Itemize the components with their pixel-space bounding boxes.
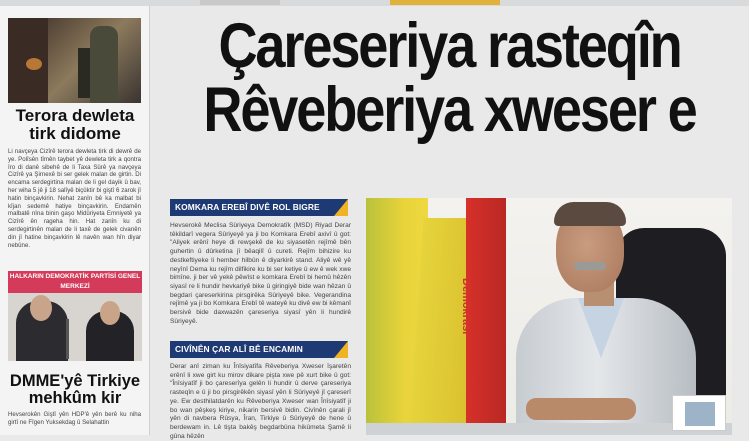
section1-label: KOMKARA EREBÎ DIVÊ ROL BIGRE xyxy=(170,199,348,216)
story2-photo xyxy=(8,271,142,361)
photo-face-right xyxy=(100,301,120,325)
photo-microphone xyxy=(66,319,69,359)
main-photo xyxy=(366,198,732,435)
photo-banner: HALKARIN DEMOKRATİK PARTİSİ GENEL MERKEZİ xyxy=(8,271,142,293)
section2-label: CIVÎNÊN ÇAR ALÎ BÊ ENCAMIN xyxy=(170,341,348,358)
story1-photo xyxy=(8,18,141,103)
main-headline-line1: Çareseriya rasteqîn xyxy=(218,11,681,81)
photo-soldier xyxy=(90,26,118,103)
main-headline-line2: Rêveberiya xweser e xyxy=(203,75,696,145)
top-strip-accent xyxy=(390,0,500,5)
left-column xyxy=(0,6,150,435)
top-strip-segment xyxy=(200,0,280,5)
photo-desk-frame xyxy=(672,395,726,431)
photo-hands xyxy=(526,398,636,420)
photo-face-left xyxy=(30,295,52,321)
story2-body: Hevserokên Giştî yên HDP'ê yên berê ku niha girtî ne Fîgen Yuksekdag û Selahattin xyxy=(8,411,141,426)
main-headline xyxy=(192,11,707,145)
story2-headline: DMME'yê Tirkiye mehkûm kir xyxy=(9,372,141,408)
section2-body: Derar anî ziman ku Înîsiyatîfa Rêveberiya Xweser îşaretên erênî li xwe girt ku mirov dikare pişta xwe pê xurt bike û got: "Înîsiyatîf ji bo çareserîya gelên li hundir û derve çareseriya rasteqîn e û ji bo pirsgirêkên siyasî yên li Sûriyeyê jî çareserî ye. Ew desthilatdarên ku Rêveberiya Xweser wan Înîsiyatîf ji bo wan pêşkeş kiriye, nikarin bersivê bidin. Civînên çarali jî yên di navbera Rûsya, Îran, Tirkiye û Sûriyeyê de hene û berdewam in. Lê tişta bakêş begdarbûna hikûmeta Şamê li gûna hêzên xyxy=(170,363,351,440)
photo-moustache xyxy=(574,262,606,270)
photo-flag-red xyxy=(466,198,506,435)
story1-body: Li navçeya Cizîrê terora dewleta tirk di dewrê de ye. Polîsên tîmên taybet yê dewleta tirk a qontra îro di danê sibehê de li Taxa Sûrê ya navçeya Cizîrê ya Şirnexê bi ser gelek malan de girtin. Di encama serdegirtina malan de li gel dayik û bav, her wiha 5 jê ji 18 salîyê biçûktir bi giştî 6 zarok jî hatin binçavkirin. Nehat zanîn bê ka malbat bi kîjan sedemê hatiye binçavkirin. Endamên malbatê nîna binin gaşo Midûriyeta Emniyetê ya Cizîrê ên rageha hin. Hat zanîn ku di serdegirtinên malan de li taxê de gelek civanên din jî hatine binçavkirin lê navên wan hîn diyar nebûne. xyxy=(8,148,141,249)
photo-hair xyxy=(554,202,626,226)
story1-headline: Terora dewleta tirk didome xyxy=(15,106,135,144)
photo-light xyxy=(26,58,42,70)
section1-body: Hevserokê Meclisa Sûriyeya Demokratîk (MSD) Riyad Derar têkildarî vegera Sûriyeyê ya ji bo Komkara Erebî axivî û got: "Aliyek erênî heye di rewşekê de ku siyasetên rejîmê bên guhertin û dûrketina jî bêaqilî û cureti. Rejîm bihizire ku destkeftiyeke li hember hilbûn ê diyarkirê stand. Aliyê wê yê neyînî Dema ku rejîm dilfikire ku bi ser ketiye û ew ê wek xwe bimîne. ji ber vê yekê pêwîst e komkara Erebî bi hemû hêzên siyasî re li hundir hevkariyê bike û giringiyê bide wan hêzan û begdari çareserkirina pirsgirêka Sûriyeyê bike. Vegerandina rejîmê ya ji bo Komkara Erebî tê wateyê ku divê ew bi kêmanî bersivê bide daxwazên çareseriya siyasî yên li hundirê Sûriyeyê. xyxy=(170,222,351,325)
